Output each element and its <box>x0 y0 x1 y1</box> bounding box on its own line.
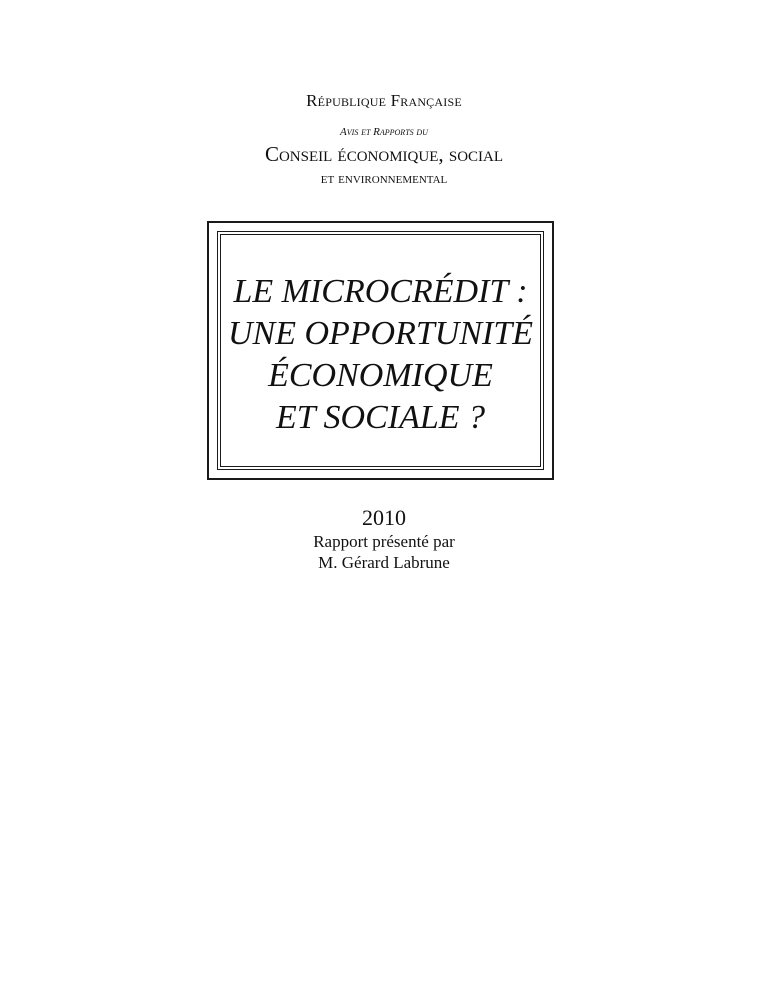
report-author: M. Gérard Labrune <box>318 553 450 572</box>
presented-by-label: Rapport présenté par <box>313 532 455 551</box>
report-year: 2010 <box>362 505 406 530</box>
report-title-line-4: ET SOCIALE ? <box>275 399 486 436</box>
report-title-line-2: UNE OPPORTUNITÉ <box>227 315 534 352</box>
report-title <box>209 271 552 439</box>
report-title-line-3: ÉCONOMIQUE <box>268 357 493 394</box>
title-frame <box>207 221 554 480</box>
republique-francaise-label: République Française <box>306 91 462 110</box>
avis-et-rapports-label: Avis et Rapports du <box>340 126 428 138</box>
report-title-line-1: LE MICROCRÉDIT : <box>233 273 528 310</box>
conseil-name-continued: et environnemental <box>320 170 448 187</box>
conseil-name: Conseil économique, social <box>264 142 504 166</box>
